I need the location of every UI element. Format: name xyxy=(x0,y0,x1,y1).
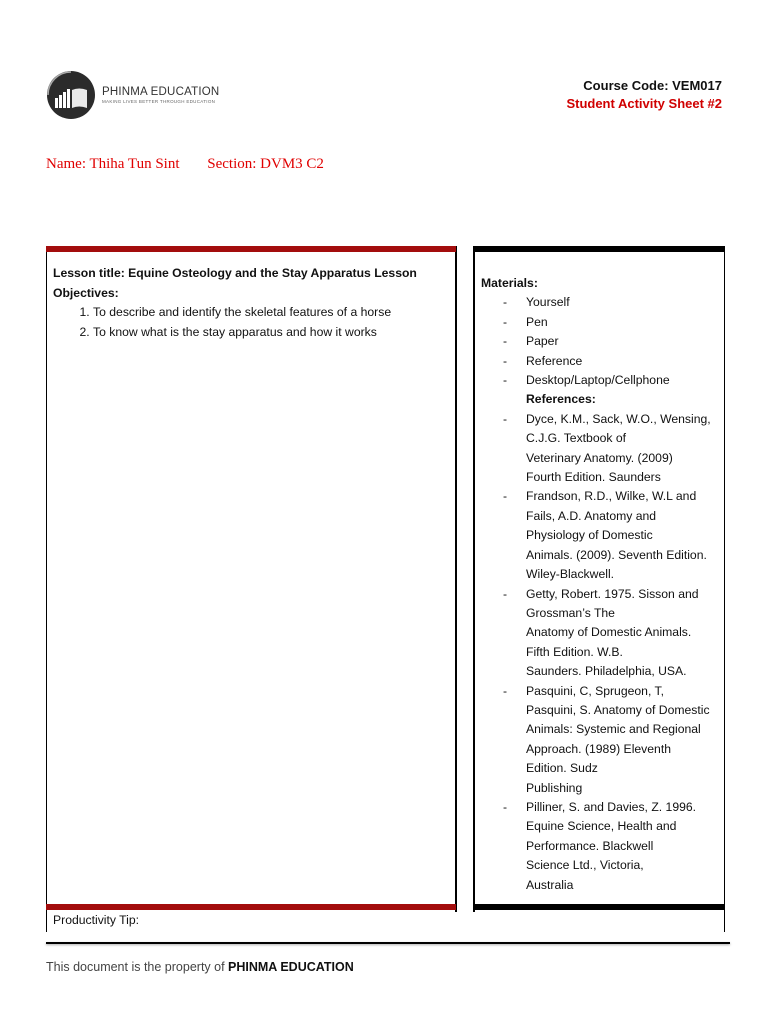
references-list xyxy=(481,410,721,895)
footer-divider xyxy=(46,942,730,944)
productivity-tip: Productivity Tip: xyxy=(53,913,140,927)
materials-cell-bottom-bar xyxy=(474,904,725,910)
reference-item: - Pasquini, C, Sprugeon, T, Pasquini, S. Anatomy of Domestic Animals: Systemic and Regional Approach. (1989) Eleventh Edition. Sudz Publishing xyxy=(503,683,710,795)
lesson-title: Lesson title: Equine Osteology and the Stay Apparatus Lesson xyxy=(53,266,417,280)
sheet-title: Student Activity Sheet #2 xyxy=(566,96,722,111)
objectives-label: Objectives: xyxy=(53,285,119,300)
logo-tagline: MAKING LIVES BETTER THROUGH EDUCATION xyxy=(102,99,216,104)
footer-note xyxy=(46,960,354,974)
reference-item: - Dyce, K.M., Sack, W.O., Wensing, C.J.G. Textbook of Veterinary Anatomy. (2009) Fourth Edition. Saunders xyxy=(503,411,711,485)
phinma-logo-icon xyxy=(46,70,96,120)
student-info xyxy=(46,156,324,173)
objectives-list xyxy=(53,303,448,342)
lesson-cell-top-bar xyxy=(46,246,456,252)
lesson-content xyxy=(53,264,448,342)
spacer-column xyxy=(456,246,474,912)
student-name: Name: Thiha Tun Sint xyxy=(46,156,180,172)
lesson-cell xyxy=(46,246,456,912)
material-item: - Paper xyxy=(503,334,559,349)
course-info xyxy=(566,77,722,113)
productivity-tip-cell xyxy=(46,912,725,932)
objective-item: 2. To know what is the stay apparatus and how it works xyxy=(93,323,448,343)
reference-item: - Getty, Robert. 1975. Sisson and Grossman’s The Anatomy of Domestic Animals. Fifth Edition. W.B. Saunders. Philadelphia, USA. xyxy=(503,586,699,679)
student-section: Section: DVM3 C2 xyxy=(207,156,324,172)
materials-label: Materials: xyxy=(481,276,538,290)
footer-prefix: This document is the property of xyxy=(46,960,229,974)
material-item: - Pen xyxy=(503,314,548,329)
objective-item: 1. To describe and identify the skeletal features of a horse xyxy=(93,303,448,323)
footer-owner: PHINMA EDUCATION xyxy=(228,960,354,974)
logo-name: PHINMA EDUCATION xyxy=(102,86,220,98)
reference-item: - Frandson, R.D., Wilke, W.L and Fails, A.D. Anatomy and Physiology of Domestic Animals. (2009). Seventh Edition. Wiley-Blackwell. xyxy=(503,489,707,582)
reference-item: - Pilliner, S. and Davies, Z. 1996. Equine Science, Health and Performance. Blackwell Science Ltd., Victoria, Australia xyxy=(503,799,697,892)
lesson-cell-bottom-bar xyxy=(46,904,456,910)
logo xyxy=(46,70,219,120)
material-item: - Desktop/Laptop/Cellphone xyxy=(503,373,670,388)
course-code: Course Code: VEM017 xyxy=(583,78,722,93)
references-label: References: xyxy=(526,392,596,407)
material-item: - Reference xyxy=(503,353,583,368)
material-item: - Yourself xyxy=(503,295,570,310)
materials-cell-top-bar xyxy=(474,246,725,252)
materials-list xyxy=(481,293,721,390)
materials-content xyxy=(481,274,721,895)
